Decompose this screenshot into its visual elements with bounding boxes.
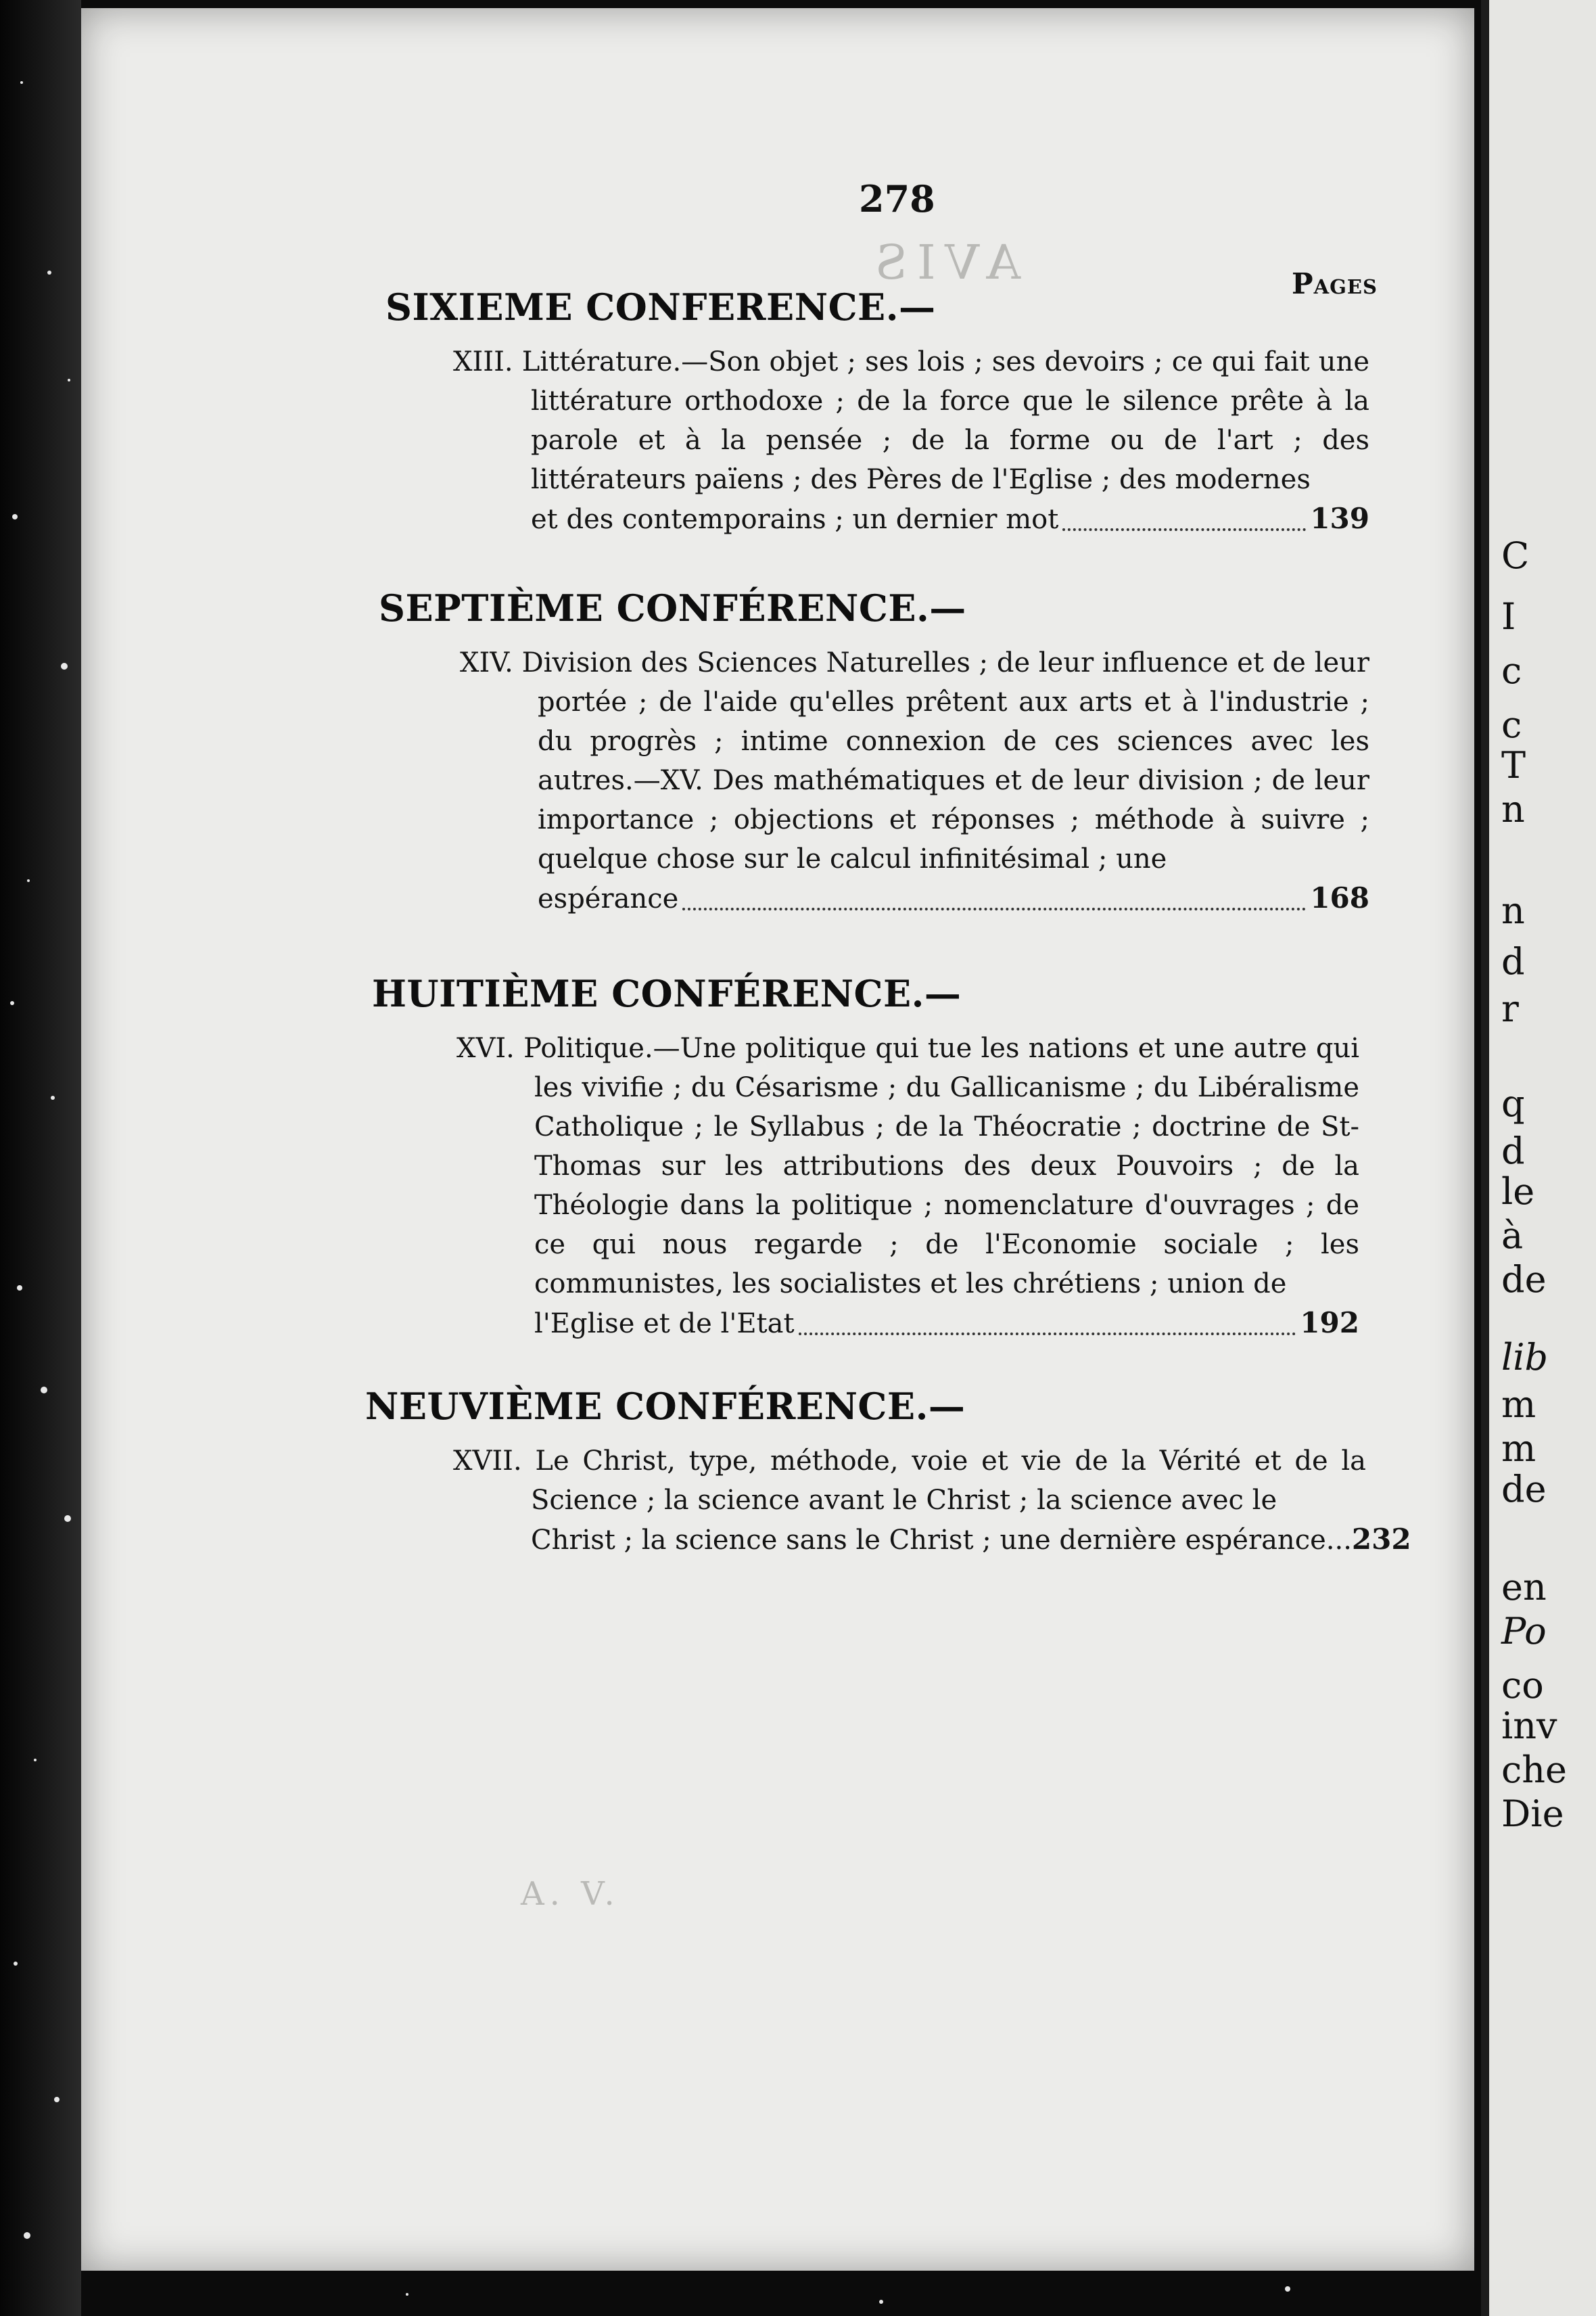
scan-dark-edge bbox=[0, 0, 81, 2316]
section-heading: NEUVIÈME CONFÉRENCE.— bbox=[365, 1385, 966, 1428]
dot-leader bbox=[1062, 519, 1306, 531]
facing-page-text: I bbox=[1501, 595, 1516, 638]
facing-page-text: n bbox=[1501, 889, 1525, 932]
entry-text: XVII. Le Christ, type, méthode, voie et vie de la Vérité et de la Science ; la science avant le Christ ; la science avec le bbox=[453, 1445, 1366, 1516]
section-heading: SIXIEME CONFERENCE.— bbox=[385, 285, 936, 329]
scan-speck bbox=[68, 379, 70, 381]
facing-page-text: m bbox=[1501, 1427, 1536, 1470]
facing-page-text: c bbox=[1501, 703, 1522, 746]
facing-page-text: en bbox=[1501, 1566, 1547, 1608]
facing-page-text: le bbox=[1501, 1170, 1535, 1213]
scan-speck bbox=[20, 81, 23, 84]
page-reference: 232 bbox=[1351, 1523, 1411, 1556]
scan-speck bbox=[61, 663, 68, 670]
scan-speck bbox=[24, 2232, 30, 2239]
scan-speck bbox=[10, 1001, 14, 1005]
dot-leader bbox=[799, 1323, 1296, 1335]
toc-section-sixieme bbox=[385, 285, 1454, 539]
facing-page-text: n bbox=[1501, 788, 1525, 831]
facing-page-text: Po bbox=[1501, 1610, 1547, 1652]
toc-entry bbox=[456, 1029, 1359, 1343]
dot-leader bbox=[682, 898, 1306, 910]
scan-speck bbox=[41, 1387, 47, 1393]
entry-text: XIV. Division des Sciences Naturelles ; de leur influence et de leur portée ; de l'aide qu'elles prêtent aux arts et à l'industrie ; du progrès ; intime connexion de ces sciences avec les autres.—XV. Des mathématiques et de leur division ; de leur importance ; objections et réponses ; méthode à suivre ; quelque chose sur le calcul infinitésimal ; une bbox=[460, 647, 1369, 875]
toc-entry bbox=[453, 342, 1369, 539]
section-heading: SEPTIÈME CONFÉRENCE.— bbox=[379, 586, 966, 630]
scan-speck bbox=[879, 2300, 883, 2304]
facing-page-text: inv bbox=[1501, 1705, 1557, 1747]
facing-page-text: C bbox=[1501, 534, 1530, 577]
toc-section-huitieme bbox=[372, 972, 1447, 1343]
scan-speck bbox=[406, 2293, 408, 2296]
facing-page-text: m bbox=[1501, 1383, 1536, 1426]
facing-page-edge bbox=[1481, 0, 1596, 2316]
scan-speck bbox=[27, 879, 30, 882]
page-reference: 139 bbox=[1310, 502, 1369, 535]
section-heading: HUITIÈME CONFÉRENCE.— bbox=[372, 972, 962, 1015]
table-of-contents bbox=[81, 8, 1474, 2271]
entry-last-line: et des contemporains ; un dernier mot bbox=[531, 504, 1059, 535]
scan-speck bbox=[14, 1962, 18, 1966]
facing-page-text: lib bbox=[1501, 1336, 1549, 1379]
scan-speck bbox=[1285, 2286, 1290, 2292]
toc-section-septieme bbox=[379, 586, 1454, 919]
page-number: 278 bbox=[859, 177, 935, 221]
facing-page-text: d bbox=[1501, 940, 1525, 983]
scan-speck bbox=[64, 1515, 71, 1522]
facing-page-text: de bbox=[1501, 1258, 1547, 1301]
pages-column-label: Pages bbox=[1292, 267, 1378, 300]
toc-entry bbox=[453, 1441, 1411, 1560]
facing-page-text: T bbox=[1501, 744, 1526, 787]
entry-text: XIII. Littérature.—Son objet ; ses lois ; ses devoirs ; ce qui fait une littérature orthodoxe ; de la force que le silence prête à la parole et à la pensée ; de la forme ou de l'art ; des littérateurs païens ; des Pères de l'Eglise ; des modernes bbox=[453, 346, 1369, 495]
facing-page-text: Die bbox=[1501, 1792, 1564, 1835]
facing-page-text: à bbox=[1501, 1214, 1524, 1257]
page-reference: 192 bbox=[1300, 1306, 1359, 1339]
leader-line bbox=[534, 1303, 1359, 1343]
facing-page-text: c bbox=[1501, 649, 1522, 692]
bleed-through-signature: A. V. bbox=[521, 1875, 620, 1913]
facing-page-text: che bbox=[1501, 1748, 1567, 1791]
entry-text: XVI. Politique.—Une politique qui tue les nations et une autre qui les vivifie ; du Césarisme ; du Gallicanisme ; du Libéralisme Catholique ; le Syllabus ; de la Théocratie ; doctrine de St-Thomas sur les attributions des deux Pouvoirs ; de la Théologie dans la politique ; nomenclature d'ouvrages ; de ce qui nous regarde ; de l'Economie sociale ; les communistes, les socialistes et les chrétiens ; union de bbox=[456, 1033, 1359, 1299]
facing-page-text: q bbox=[1501, 1082, 1525, 1125]
scan-speck bbox=[12, 514, 18, 519]
toc-section-neuvieme bbox=[365, 1385, 1447, 1560]
entry-last-line: espérance bbox=[538, 883, 679, 914]
facing-page-text: co bbox=[1501, 1664, 1544, 1707]
scan-speck bbox=[54, 2097, 60, 2102]
leader-line bbox=[531, 499, 1369, 539]
scan-speck bbox=[17, 1285, 22, 1291]
scan-speck bbox=[47, 271, 51, 275]
entry-last-line: l'Eglise et de l'Etat bbox=[534, 1308, 795, 1339]
facing-page-text: d bbox=[1501, 1130, 1525, 1172]
leader-line bbox=[538, 879, 1369, 919]
facing-page-text: r bbox=[1501, 988, 1519, 1030]
scan-speck bbox=[34, 1759, 37, 1761]
facing-page-text: de bbox=[1501, 1468, 1547, 1510]
toc-entry bbox=[460, 643, 1369, 919]
scan-speck bbox=[51, 1096, 55, 1100]
page-reference: 168 bbox=[1310, 881, 1369, 914]
book-page bbox=[81, 8, 1474, 2271]
bleed-through-title: AVIS bbox=[866, 235, 1021, 290]
leader-line bbox=[531, 1520, 1411, 1560]
entry-last-line: Christ ; la science sans le Christ ; une dernière espérance... bbox=[531, 1525, 1352, 1556]
